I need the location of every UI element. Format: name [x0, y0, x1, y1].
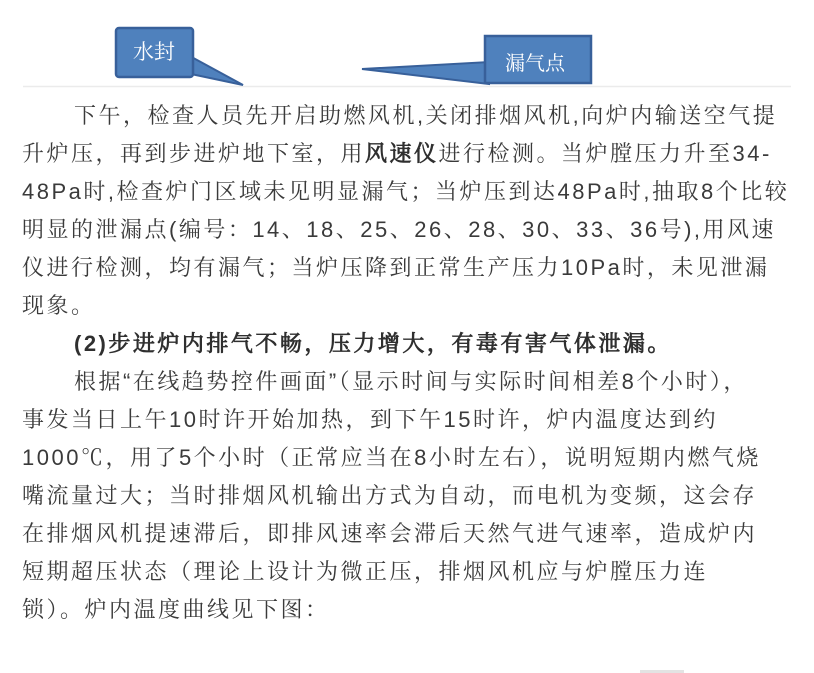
embedded-figure[interactable] [0, 0, 814, 97]
document-body[interactable] [22, 97, 794, 629]
text-line [22, 249, 794, 287]
text-line [22, 135, 794, 173]
text-line [22, 173, 794, 211]
text-segment: 升炉压，再到步进炉地下室，用 [22, 141, 366, 166]
text-line [22, 287, 794, 325]
text-line [22, 515, 794, 553]
text-segment: 现象。 [22, 293, 96, 318]
callout-leak-point[interactable] [362, 36, 591, 84]
text-segment: 短期超压状态（理论上设计为微正压，排烟风机应与炉膛压力连 [22, 559, 709, 584]
bold-text-segment: (2)步进炉内排气不畅，压力增大，有毒有害气体泄漏。 [74, 331, 672, 356]
text-line [22, 591, 794, 629]
text-segment: 在排烟风机提速滞后，即排风速率会滞后天然气进气速率，造成炉内 [22, 521, 758, 546]
text-line [22, 477, 794, 515]
text-segment: 下午，检查人员先开启助燃风机,关闭排烟风机,向炉内输送空气提 [74, 103, 778, 128]
text-segment: 明显的泄漏点(编号：14、18、25、26、28、30、33、36号),用风速 [22, 217, 777, 242]
text-segment: 嘴流量过大；当时排烟风机输出方式为自动，而电机为变频，这会存 [22, 483, 758, 508]
callout-water-seal-label: 水封 [133, 41, 175, 64]
text-line [22, 553, 794, 591]
callout-tail [186, 54, 243, 85]
text-line [22, 211, 794, 249]
text-line [22, 401, 794, 439]
callout-tail [362, 62, 489, 84]
text-segment: 1000℃，用了5个小时（正常应当在8小时左右），说明短期内燃气烧 [22, 445, 761, 470]
text-line [22, 363, 794, 401]
text-line [22, 97, 794, 135]
text-line [22, 439, 794, 477]
text-line [22, 325, 794, 363]
text-segment: 仪进行检测，均有漏气；当炉压降到正常生产压力10Pa时，未见泄漏 [22, 255, 770, 280]
text-segment: 根据“在线趋势控件画面”（显示时间与实际时间相差8个小时）， [74, 369, 748, 394]
text-segment: 事发当日上午10时许开始加热，到下午15时许，炉内温度达到约 [22, 407, 718, 432]
callout-shapes [0, 0, 814, 97]
text-segment: 锁）。炉内温度曲线见下图： [22, 597, 330, 622]
text-segment: 48Pa时,检查炉门区域未见明显漏气；当炉压到达48Pa时,抽取8个比较 [22, 179, 790, 204]
text-segment: 进行检测。当炉膛压力升至34- [438, 141, 772, 166]
bold-text-segment: 风速仪 [365, 141, 439, 166]
callout-leak-point-label: 漏气点 [505, 53, 565, 75]
callout-water-seal[interactable] [116, 28, 243, 85]
